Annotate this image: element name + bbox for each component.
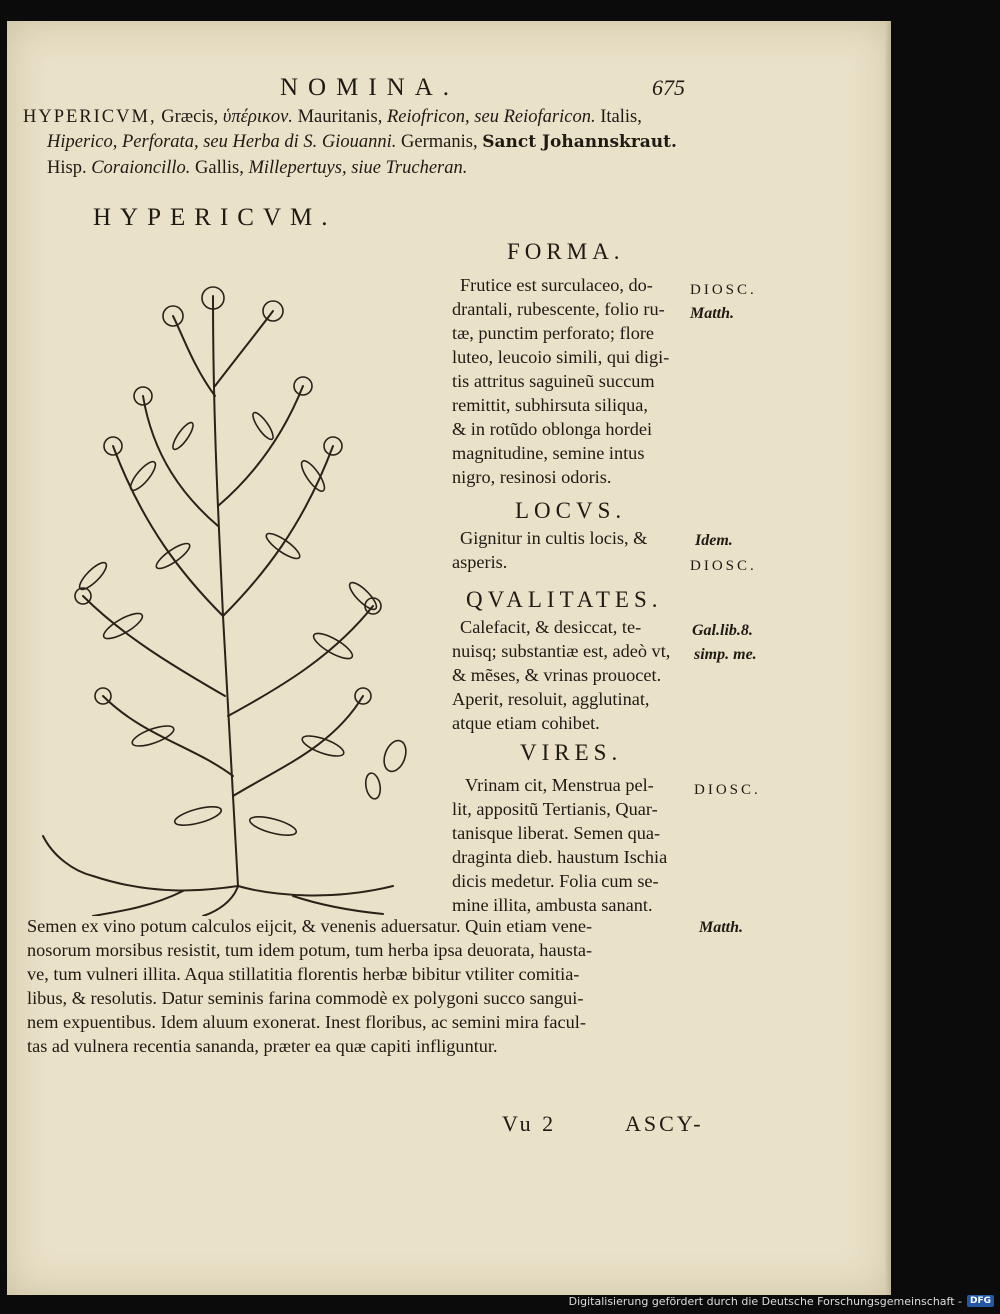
mauritanis-label: Mauritanis,: [297, 107, 383, 127]
body-line: Semen ex vino potum calculos eijcit, & venenis aduersatur. Quin etiam vene-: [27, 916, 593, 936]
forma-line: luteo, leucoio simili, qui digi-: [452, 347, 670, 367]
germanis-label: Germanis,: [401, 132, 478, 152]
vires-line: dicis medetur. Folia cum se-: [452, 871, 659, 891]
plant-title: HYPERICVM.: [93, 204, 337, 231]
hisp-label: Hisp.: [47, 158, 87, 178]
vires-line: mine illita, ambusta sanant.: [452, 895, 653, 915]
margin-note-matth: Matth.: [699, 919, 744, 936]
forma-line: tæ, punctim perforato; flore: [452, 323, 655, 343]
qualitates-line: & mẽses, & vrinas prouocet.: [452, 665, 662, 685]
margin-note-simp: simp. me.: [694, 646, 757, 663]
margin-note-galen: Gal.lib.8.: [692, 622, 753, 639]
nomina-line-1: [23, 107, 642, 128]
section-heading-qualitates: QVALITATES.: [466, 587, 663, 612]
qualitates-line: atque etiam cohibet.: [452, 713, 600, 733]
margin-note-diosc: DIOSC.: [690, 558, 757, 574]
forma-line: magnitudine, semine intus: [452, 443, 645, 463]
signature-mark: Vu 2: [502, 1111, 557, 1136]
section-heading-vires: VIRES.: [520, 740, 623, 765]
gallis-label: Gallis,: [195, 158, 244, 178]
body-line: nosorum morsibus resistit, tum idem potum, tum herba ipsa deuorata, hausta-: [27, 940, 593, 960]
vires-line: tanisque liberat. Semen qua-: [452, 823, 661, 843]
nomina-line-2: [47, 132, 677, 153]
margin-note-idem: Idem.: [695, 532, 733, 549]
margin-note-matth: Matth.: [690, 305, 735, 322]
forma-line: nigro, resinosi odoris.: [452, 467, 612, 487]
spanish-name: Coraioncillo.: [91, 158, 191, 178]
body-line: libus, & resolutis. Datur seminis farina commodè ex polygoni succo sangui-: [27, 988, 584, 1008]
nomina-line-3: [47, 158, 467, 179]
forma-line: tis attritus saguineũ succum: [452, 371, 655, 391]
locus-line: Gignitur in cultis locis, &: [460, 528, 648, 548]
body-line: nem expuentibus. Idem aluum exonerat. Inest floribus, ac semini mira facul-: [27, 1012, 586, 1032]
page-edge: [885, 21, 891, 1295]
page-number: 675: [652, 75, 685, 100]
running-head: NOMINA.: [280, 74, 460, 101]
vires-line: draginta dieb. haustum Ischia: [452, 847, 668, 867]
qualitates-line: Calefacit, & desiccat, te-: [460, 617, 642, 637]
margin-note-diosc: DIOSC.: [694, 782, 761, 798]
forma-line: Frutice est surculaceo, do-: [460, 275, 653, 295]
french-name: Millepertuys, siue Trucheran.: [248, 158, 468, 178]
mauritanian-name: Reiofricon, seu Reiofaricon.: [386, 107, 596, 127]
qualitates-line: Aperit, resoluit, agglutinat,: [452, 689, 650, 709]
book-page: [7, 21, 891, 1295]
body-line: ve, tum vulneri illita. Aqua stillatitia florentis herbæ bibitur vtiliter comitia-: [27, 964, 580, 984]
italian-name: Hiperico, Perforata, seu Herba di S. Giouanni.: [47, 132, 397, 152]
greek-name: ὑπέρικον.: [222, 107, 293, 127]
qualitates-line: nuisq; substantiæ est, adeò vt,: [452, 641, 671, 661]
forma-line: drantali, rubescente, folio ru-: [452, 299, 665, 319]
italis-label: Italis,: [600, 107, 642, 127]
plant-woodcut-icon: [33, 276, 433, 916]
digitization-credit: [569, 1292, 994, 1310]
locus-line: asperis.: [452, 552, 508, 572]
margin-note-diosc: DIOSC.: [690, 282, 757, 298]
section-heading-locus: LOCVS.: [515, 498, 627, 523]
catchword: ASCY-: [625, 1111, 704, 1136]
vires-line: lit, appositũ Tertianis, Quar-: [452, 799, 658, 819]
credit-text: Digitalisierung gefördert durch die Deutsche Forschungsgemeinschaft -: [568, 1294, 962, 1308]
dfg-logo-icon: DFG: [967, 1295, 994, 1307]
german-name: Sanct Johannskraut.: [482, 132, 677, 152]
plant-name-latin: HYPERICVM,: [23, 107, 157, 127]
section-heading-forma: FORMA.: [507, 239, 625, 264]
forma-line: & in rotũdo oblonga hordei: [452, 419, 653, 439]
graecis-label: Græcis,: [161, 107, 219, 127]
body-line: tas ad vulnera recentia sananda, præter ea quæ capiti infliguntur.: [27, 1036, 498, 1056]
vires-line: Vrinam cit, Menstrua pel-: [465, 775, 654, 795]
forma-line: remittit, subhirsuta siliqua,: [452, 395, 648, 415]
